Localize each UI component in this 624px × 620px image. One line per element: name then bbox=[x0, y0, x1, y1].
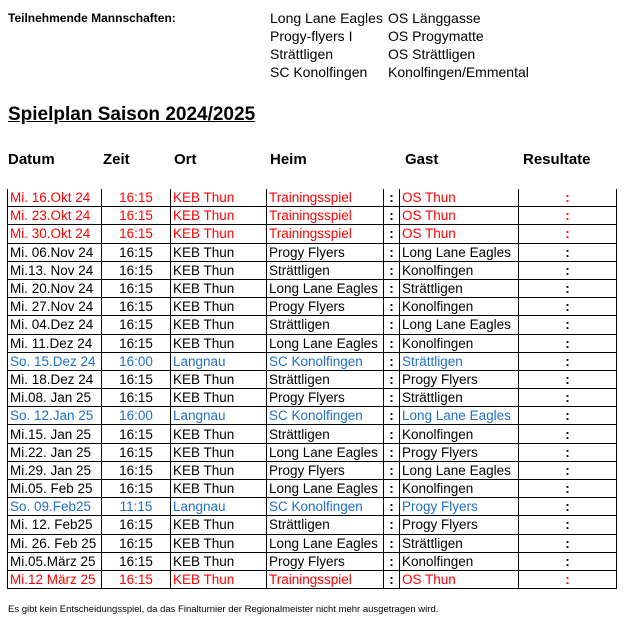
cell-resultat: : bbox=[519, 516, 617, 534]
cell-datum: Mi. 26. Feb 25 bbox=[8, 534, 102, 552]
cell-datum: Mi.13. Nov 24 bbox=[8, 261, 102, 279]
cell-resultat: : bbox=[519, 443, 617, 461]
cell-resultat: : bbox=[519, 425, 617, 443]
cell-gast: Konolfingen bbox=[400, 425, 519, 443]
table-row bbox=[8, 570, 617, 588]
cell-datum: Mi. 16.Okt 24 bbox=[8, 189, 102, 207]
cell-heim: Progy Flyers bbox=[267, 552, 384, 570]
cell-gast: Long Lane Eagles bbox=[400, 461, 519, 479]
team-row bbox=[270, 9, 529, 27]
cell-resultat: : bbox=[519, 552, 617, 570]
cell-zeit: 16:15 bbox=[102, 207, 171, 225]
cell-ort: Langnau bbox=[171, 407, 267, 425]
team-row bbox=[270, 27, 529, 45]
cell-ort: KEB Thun bbox=[171, 225, 267, 243]
cell-separator: : bbox=[384, 243, 400, 261]
table-row bbox=[8, 498, 617, 516]
cell-separator: : bbox=[384, 407, 400, 425]
page-title: Spielplan Saison 2024/2025 bbox=[8, 104, 256, 125]
cell-ort: KEB Thun bbox=[171, 316, 267, 334]
cell-separator: : bbox=[384, 425, 400, 443]
cell-separator: : bbox=[384, 534, 400, 552]
cell-resultat: : bbox=[519, 570, 617, 588]
cell-separator: : bbox=[384, 480, 400, 498]
table-row bbox=[8, 352, 617, 370]
header-heim: Heim bbox=[270, 151, 307, 168]
table-row bbox=[8, 389, 617, 407]
cell-datum: Mi.05.März 25 bbox=[8, 552, 102, 570]
cell-resultat: : bbox=[519, 298, 617, 316]
cell-zeit: 16:15 bbox=[102, 552, 171, 570]
cell-ort: KEB Thun bbox=[171, 370, 267, 388]
cell-separator: : bbox=[384, 389, 400, 407]
cell-heim: Long Lane Eagles bbox=[267, 279, 384, 297]
cell-ort: KEB Thun bbox=[171, 480, 267, 498]
cell-resultat: : bbox=[519, 534, 617, 552]
cell-zeit: 16:15 bbox=[102, 334, 171, 352]
cell-datum: Mi. 11.Dez 24 bbox=[8, 334, 102, 352]
cell-ort: KEB Thun bbox=[171, 243, 267, 261]
team-row bbox=[270, 63, 529, 81]
table-row bbox=[8, 407, 617, 425]
cell-resultat: : bbox=[519, 498, 617, 516]
cell-separator: : bbox=[384, 552, 400, 570]
cell-datum: Mi.22. Jan 25 bbox=[8, 443, 102, 461]
cell-zeit: 16:15 bbox=[102, 370, 171, 388]
cell-zeit: 16:15 bbox=[102, 316, 171, 334]
cell-heim: Strättligen bbox=[267, 261, 384, 279]
header-zeit: Zeit bbox=[103, 151, 130, 168]
cell-zeit: 16:15 bbox=[102, 279, 171, 297]
cell-gast: Strättligen bbox=[400, 352, 519, 370]
team-school: Konolfingen/Emmental bbox=[388, 64, 529, 80]
cell-gast: Konolfingen bbox=[400, 552, 519, 570]
cell-datum: Mi.05. Feb 25 bbox=[8, 480, 102, 498]
cell-zeit: 16:00 bbox=[102, 407, 171, 425]
cell-gast: Long Lane Eagles bbox=[400, 243, 519, 261]
table-row bbox=[8, 516, 617, 534]
cell-heim: Strättligen bbox=[267, 516, 384, 534]
cell-gast: Konolfingen bbox=[400, 480, 519, 498]
cell-zeit: 16:15 bbox=[102, 461, 171, 479]
cell-gast: Progy Flyers bbox=[400, 370, 519, 388]
cell-separator: : bbox=[384, 207, 400, 225]
cell-ort: KEB Thun bbox=[171, 279, 267, 297]
table-row bbox=[8, 370, 617, 388]
table-row bbox=[8, 443, 617, 461]
cell-heim: Trainingsspiel bbox=[267, 570, 384, 588]
cell-heim: Progy Flyers bbox=[267, 389, 384, 407]
cell-resultat: : bbox=[519, 334, 617, 352]
team-school: OS Strättligen bbox=[388, 46, 476, 62]
table-row bbox=[8, 552, 617, 570]
table-row bbox=[8, 461, 617, 479]
cell-datum: Mi. 30.Okt 24 bbox=[8, 225, 102, 243]
cell-datum: Mi. 12. Feb25 bbox=[8, 516, 102, 534]
cell-resultat: : bbox=[519, 243, 617, 261]
cell-heim: Progy Flyers bbox=[267, 461, 384, 479]
cell-datum: Mi. 04.Dez 24 bbox=[8, 316, 102, 334]
team-school: OS Länggasse bbox=[388, 10, 481, 26]
table-row bbox=[8, 279, 617, 297]
cell-datum: Mi. 23.Okt 24 bbox=[8, 207, 102, 225]
cell-heim: SC Konolfingen bbox=[267, 407, 384, 425]
cell-resultat: : bbox=[519, 279, 617, 297]
cell-separator: : bbox=[384, 516, 400, 534]
cell-gast: Long Lane Eagles bbox=[400, 407, 519, 425]
cell-separator: : bbox=[384, 443, 400, 461]
cell-ort: KEB Thun bbox=[171, 552, 267, 570]
cell-separator: : bbox=[384, 298, 400, 316]
schedule-table bbox=[7, 189, 617, 589]
cell-resultat: : bbox=[519, 352, 617, 370]
team-school: OS Progymatte bbox=[388, 28, 484, 44]
teams-label: Teilnehmende Mannschaften: bbox=[8, 11, 176, 25]
cell-heim: Long Lane Eagles bbox=[267, 480, 384, 498]
cell-separator: : bbox=[384, 461, 400, 479]
cell-ort: KEB Thun bbox=[171, 570, 267, 588]
table-row bbox=[8, 534, 617, 552]
cell-gast: OS Thun bbox=[400, 189, 519, 207]
cell-gast: Strättligen bbox=[400, 279, 519, 297]
header-ort: Ort bbox=[174, 151, 197, 168]
cell-gast: Progy Flyers bbox=[400, 516, 519, 534]
cell-zeit: 11:15 bbox=[102, 498, 171, 516]
cell-datum: Mi. 20.Nov 24 bbox=[8, 279, 102, 297]
cell-gast: OS Thun bbox=[400, 207, 519, 225]
cell-datum: Mi.12 März 25 bbox=[8, 570, 102, 588]
cell-ort: KEB Thun bbox=[171, 425, 267, 443]
cell-datum: Mi.08. Jan 25 bbox=[8, 389, 102, 407]
cell-ort: KEB Thun bbox=[171, 516, 267, 534]
cell-heim: Long Lane Eagles bbox=[267, 443, 384, 461]
cell-zeit: 16:15 bbox=[102, 389, 171, 407]
cell-resultat: : bbox=[519, 225, 617, 243]
cell-heim: Strättligen bbox=[267, 316, 384, 334]
team-row bbox=[270, 45, 529, 63]
cell-datum: Mi. 27.Nov 24 bbox=[8, 298, 102, 316]
cell-separator: : bbox=[384, 352, 400, 370]
cell-datum: So. 09.Feb25 bbox=[8, 498, 102, 516]
cell-ort: KEB Thun bbox=[171, 389, 267, 407]
cell-zeit: 16:15 bbox=[102, 225, 171, 243]
cell-zeit: 16:15 bbox=[102, 516, 171, 534]
table-row bbox=[8, 316, 617, 334]
cell-gast: Long Lane Eagles bbox=[400, 316, 519, 334]
cell-heim: Trainingsspiel bbox=[267, 207, 384, 225]
header-datum: Datum bbox=[8, 151, 55, 168]
cell-gast: Konolfingen bbox=[400, 261, 519, 279]
cell-gast: OS Thun bbox=[400, 570, 519, 588]
cell-ort: KEB Thun bbox=[171, 189, 267, 207]
cell-separator: : bbox=[384, 498, 400, 516]
team-name: Long Lane Eagles bbox=[270, 10, 383, 26]
cell-datum: Mi. 18.Dez 24 bbox=[8, 370, 102, 388]
cell-separator: : bbox=[384, 334, 400, 352]
cell-ort: Langnau bbox=[171, 498, 267, 516]
cell-zeit: 16:15 bbox=[102, 189, 171, 207]
cell-zeit: 16:15 bbox=[102, 534, 171, 552]
cell-resultat: : bbox=[519, 261, 617, 279]
cell-resultat: : bbox=[519, 407, 617, 425]
cell-separator: : bbox=[384, 279, 400, 297]
cell-separator: : bbox=[384, 570, 400, 588]
table-row bbox=[8, 480, 617, 498]
cell-ort: KEB Thun bbox=[171, 534, 267, 552]
cell-zeit: 16:15 bbox=[102, 298, 171, 316]
cell-zeit: 16:00 bbox=[102, 352, 171, 370]
table-row bbox=[8, 207, 617, 225]
cell-gast: Progy Flyers bbox=[400, 443, 519, 461]
cell-ort: KEB Thun bbox=[171, 443, 267, 461]
footer-note: Es gibt kein Entscheidungsspiel, da das Finalturnier der Regionalmeister nicht mehr ausgetragen wird. bbox=[8, 604, 439, 615]
cell-datum: So. 12.Jan 25 bbox=[8, 407, 102, 425]
cell-heim: SC Konolfingen bbox=[267, 498, 384, 516]
table-row bbox=[8, 189, 617, 207]
cell-resultat: : bbox=[519, 389, 617, 407]
cell-zeit: 16:15 bbox=[102, 480, 171, 498]
cell-zeit: 16:15 bbox=[102, 425, 171, 443]
cell-heim: Strättligen bbox=[267, 425, 384, 443]
header-resultate: Resultate bbox=[523, 151, 591, 168]
cell-ort: KEB Thun bbox=[171, 298, 267, 316]
cell-heim: Trainingsspiel bbox=[267, 225, 384, 243]
cell-ort: KEB Thun bbox=[171, 461, 267, 479]
cell-datum: Mi. 06.Nov 24 bbox=[8, 243, 102, 261]
cell-gast: Progy Flyers bbox=[400, 498, 519, 516]
teams-list bbox=[270, 9, 529, 81]
table-row bbox=[8, 225, 617, 243]
cell-ort: KEB Thun bbox=[171, 334, 267, 352]
cell-gast: Strättligen bbox=[400, 534, 519, 552]
table-row bbox=[8, 425, 617, 443]
cell-heim: Progy Flyers bbox=[267, 243, 384, 261]
cell-zeit: 16:15 bbox=[102, 261, 171, 279]
cell-datum: So. 15.Dez 24 bbox=[8, 352, 102, 370]
cell-heim: Trainingsspiel bbox=[267, 189, 384, 207]
team-name: Strättligen bbox=[270, 46, 334, 62]
cell-gast: Strättligen bbox=[400, 389, 519, 407]
cell-heim: Progy Flyers bbox=[267, 298, 384, 316]
cell-resultat: : bbox=[519, 370, 617, 388]
cell-zeit: 16:15 bbox=[102, 243, 171, 261]
cell-zeit: 16:15 bbox=[102, 570, 171, 588]
table-row bbox=[8, 334, 617, 352]
cell-resultat: : bbox=[519, 189, 617, 207]
cell-datum: Mi.29. Jan 25 bbox=[8, 461, 102, 479]
cell-separator: : bbox=[384, 261, 400, 279]
cell-gast: Konolfingen bbox=[400, 298, 519, 316]
cell-separator: : bbox=[384, 316, 400, 334]
team-name: SC Konolfingen bbox=[270, 64, 368, 80]
cell-separator: : bbox=[384, 225, 400, 243]
table-row bbox=[8, 243, 617, 261]
cell-ort: KEB Thun bbox=[171, 261, 267, 279]
cell-resultat: : bbox=[519, 480, 617, 498]
cell-heim: Strättligen bbox=[267, 370, 384, 388]
cell-heim: Long Lane Eagles bbox=[267, 334, 384, 352]
cell-gast: OS Thun bbox=[400, 225, 519, 243]
cell-heim: SC Konolfingen bbox=[267, 352, 384, 370]
cell-ort: KEB Thun bbox=[171, 207, 267, 225]
table-row bbox=[8, 298, 617, 316]
cell-separator: : bbox=[384, 189, 400, 207]
team-name: Progy-flyers I bbox=[270, 28, 353, 44]
header-gast: Gast bbox=[405, 151, 439, 168]
cell-gast: Konolfingen bbox=[400, 334, 519, 352]
cell-resultat: : bbox=[519, 316, 617, 334]
cell-heim: Long Lane Eagles bbox=[267, 534, 384, 552]
cell-resultat: : bbox=[519, 461, 617, 479]
table-row bbox=[8, 261, 617, 279]
cell-resultat: : bbox=[519, 207, 617, 225]
cell-datum: Mi.15. Jan 25 bbox=[8, 425, 102, 443]
cell-ort: Langnau bbox=[171, 352, 267, 370]
cell-separator: : bbox=[384, 370, 400, 388]
cell-zeit: 16:15 bbox=[102, 443, 171, 461]
